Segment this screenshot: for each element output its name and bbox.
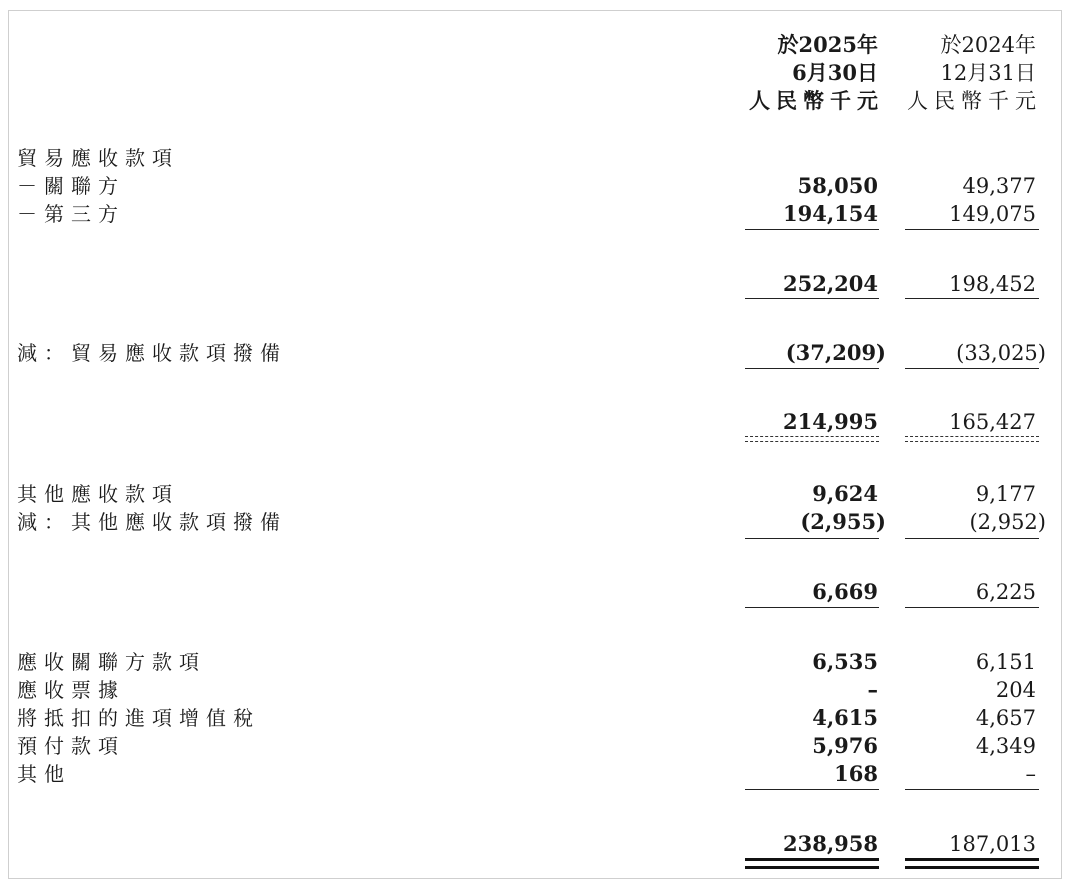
value-2025-due-related: 6,535 <box>812 649 878 674</box>
rule-2025-5 <box>745 607 879 608</box>
value-2025-others: 168 <box>834 761 878 786</box>
rule-2024-5 <box>905 607 1039 608</box>
value-2024-trade-allowance: (33,025) <box>956 341 1046 365</box>
value-2024-other-receivables: 9,177 <box>975 482 1036 506</box>
value-2024-others: – <box>1025 762 1036 786</box>
value-2024-bills: 204 <box>995 678 1036 702</box>
double-rule-2024-total <box>905 858 1039 869</box>
value-2025-trade-allowance: (37,209) <box>785 340 886 365</box>
value-2025-subtotal2: 214,995 <box>783 409 878 434</box>
label-bills: 應收票據 <box>17 678 125 702</box>
value-2025-third-party: 194,154 <box>783 201 878 226</box>
value-2025-vat: 4,615 <box>812 705 878 730</box>
value-2025-subtotal3: 6,669 <box>812 579 878 604</box>
label-related-party: －關聯方 <box>17 174 125 198</box>
value-2024-subtotal2: 165,427 <box>949 410 1036 434</box>
rule-2025-1 <box>745 229 879 230</box>
rule-2025-2 <box>745 298 879 299</box>
value-2025-total: 238,958 <box>783 831 878 856</box>
double-rule-2025-total <box>745 858 879 869</box>
double-dash-2024 <box>905 436 1039 442</box>
rule-2024-1 <box>905 229 1039 230</box>
header-2024-currency: 人民幣千元 <box>907 89 1042 113</box>
label-vat: 將抵扣的進項增值稅 <box>17 706 260 730</box>
value-2025-bills: – <box>867 677 878 702</box>
double-dash-2025 <box>745 436 879 442</box>
label-third-party: －第三方 <box>17 202 125 226</box>
header-2025-line1: 於2025年 <box>777 32 878 57</box>
header-2025-line2: 6月30日 <box>792 60 878 85</box>
value-2024-due-related: 6,151 <box>975 650 1036 674</box>
rule-2025-3 <box>745 368 879 369</box>
rule-2025-6 <box>745 789 879 790</box>
value-2024-subtotal1: 198,452 <box>949 272 1036 296</box>
value-2024-vat: 4,657 <box>975 706 1036 730</box>
value-2024-subtotal3: 6,225 <box>975 580 1036 604</box>
value-2025-related-party: 58,050 <box>797 173 878 198</box>
label-other-allowance: 減：其他應收款項撥備 <box>17 510 287 534</box>
value-2025-subtotal1: 252,204 <box>783 271 878 296</box>
header-2024-line1: 於2024年 <box>940 33 1036 57</box>
value-2024-third-party: 149,075 <box>949 202 1036 226</box>
value-2024-other-allowance: (2,952) <box>969 510 1046 534</box>
label-others: 其他 <box>17 762 71 786</box>
label-trade-receivables: 貿易應收款項 <box>17 146 179 170</box>
rule-2024-4 <box>905 538 1039 539</box>
rule-2024-2 <box>905 298 1039 299</box>
rule-2024-6 <box>905 789 1039 790</box>
label-prepayments: 預付款項 <box>17 734 125 758</box>
value-2024-prepayments: 4,349 <box>975 734 1036 758</box>
document-frame <box>8 10 1062 879</box>
label-trade-allowance: 減：貿易應收款項撥備 <box>17 341 287 365</box>
value-2025-prepayments: 5,976 <box>812 733 878 758</box>
value-2025-other-allowance: (2,955) <box>800 509 886 534</box>
label-due-related: 應收關聯方款項 <box>17 650 206 674</box>
header-2024-line2: 12月31日 <box>940 61 1036 85</box>
value-2025-other-receivables: 9,624 <box>812 481 878 506</box>
value-2024-total: 187,013 <box>949 832 1036 856</box>
header-2025-currency: 人民幣千元 <box>749 88 884 113</box>
value-2024-related-party: 49,377 <box>962 174 1036 198</box>
rule-2024-3 <box>905 368 1039 369</box>
rule-2025-4 <box>745 538 879 539</box>
label-other-receivables: 其他應收款項 <box>17 482 179 506</box>
